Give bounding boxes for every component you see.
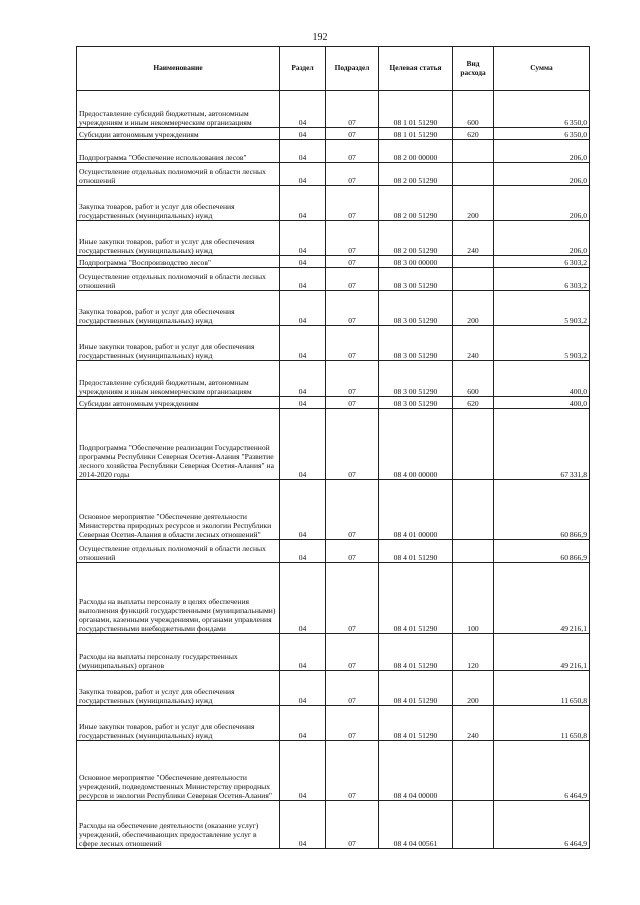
- row-name-cell: Расходы на выплаты персоналу в целях обеспечения выполнения функций государственными (муниципальными) органами, казенными учреждениями, органами управления государственными внебюджетными фондами: [77, 563, 280, 634]
- row-subsection-cell: 07: [326, 291, 379, 326]
- page-number: 192: [312, 32, 328, 43]
- row-expense-type-cell: 120: [453, 634, 494, 671]
- table-row: [77, 140, 590, 163]
- table-row: [77, 91, 590, 128]
- row-expense-type-cell: 240: [453, 221, 494, 256]
- budget-table: [76, 46, 590, 849]
- table-row: [77, 128, 590, 140]
- row-subsection-cell: 07: [326, 361, 379, 397]
- table-row: [77, 801, 590, 849]
- row-amount-cell: 60 866,9: [494, 540, 590, 563]
- row-expense-type-cell: 620: [453, 397, 494, 409]
- row-amount-cell: 67 331,8: [494, 409, 590, 480]
- row-target-cell: 08 3 00 51290: [379, 326, 453, 361]
- row-target-cell: 08 3 00 51290: [379, 291, 453, 326]
- row-expense-type-cell: [453, 409, 494, 480]
- row-subsection-cell: 07: [326, 268, 379, 291]
- row-amount-cell: 49 216,1: [494, 634, 590, 671]
- table-row: [77, 741, 590, 801]
- row-target-cell: 08 4 01 51290: [379, 540, 453, 563]
- row-subsection-cell: 07: [326, 221, 379, 256]
- row-expense-type-cell: 600: [453, 91, 494, 128]
- row-subsection-cell: 07: [326, 397, 379, 409]
- row-target-cell: 08 4 01 51290: [379, 563, 453, 634]
- row-target-cell: 08 2 00 51290: [379, 186, 453, 221]
- row-target-cell: 08 1 01 51290: [379, 91, 453, 128]
- row-name-cell: Основное мероприятие "Обеспечение деятельности Министерства природных ресурсов и экологии Республики Северная Осетия-Алания в области лесных отношений": [77, 480, 280, 540]
- row-amount-cell: 6 350,0: [494, 128, 590, 140]
- row-subsection-cell: 07: [326, 163, 379, 186]
- row-target-cell: 08 3 00 00000: [379, 256, 453, 268]
- row-section-cell: 04: [280, 128, 326, 140]
- row-section-cell: 04: [280, 326, 326, 361]
- row-subsection-cell: 07: [326, 741, 379, 801]
- row-section-cell: 04: [280, 221, 326, 256]
- row-amount-cell: 5 903,2: [494, 291, 590, 326]
- header-expense-type: Вид расхода: [453, 47, 494, 91]
- table-row: [77, 361, 590, 397]
- row-amount-cell: 206,0: [494, 140, 590, 163]
- row-amount-cell: 60 866,9: [494, 480, 590, 540]
- row-name-cell: Расходы на обеспечение деятельности (оказание услуг) учреждений, обеспечивающих предоставление услуг в сфере лесных отношений: [77, 801, 280, 849]
- table-header-row: [77, 47, 590, 91]
- row-name-cell: Иные закупки товаров, работ и услуг для обеспечения государственных (муниципальных) нужд: [77, 706, 280, 741]
- row-target-cell: 08 4 04 00000: [379, 741, 453, 801]
- row-name-cell: Предоставление субсидий бюджетным, автономным учреждениям и иным некоммерческим организациям: [77, 91, 280, 128]
- row-name-cell: Иные закупки товаров, работ и услуг для обеспечения государственных (муниципальных) нужд: [77, 326, 280, 361]
- table-row: [77, 540, 590, 563]
- row-subsection-cell: 07: [326, 801, 379, 849]
- row-target-cell: 08 3 00 51290: [379, 397, 453, 409]
- row-name-cell: Субсидии автономным учреждениям: [77, 128, 280, 140]
- row-target-cell: 08 4 00 00000: [379, 409, 453, 480]
- row-expense-type-cell: 240: [453, 326, 494, 361]
- row-expense-type-cell: 620: [453, 128, 494, 140]
- row-target-cell: 08 3 00 51290: [379, 361, 453, 397]
- row-expense-type-cell: [453, 140, 494, 163]
- row-amount-cell: 6 303,2: [494, 268, 590, 291]
- row-section-cell: 04: [280, 671, 326, 706]
- row-amount-cell: 6 303,2: [494, 256, 590, 268]
- row-name-cell: Закупка товаров, работ и услуг для обеспечения государственных (муниципальных) нужд: [77, 291, 280, 326]
- row-subsection-cell: 07: [326, 256, 379, 268]
- row-subsection-cell: 07: [326, 480, 379, 540]
- row-amount-cell: 11 650,8: [494, 706, 590, 741]
- row-amount-cell: 6 464,9: [494, 801, 590, 849]
- table-row: [77, 291, 590, 326]
- row-target-cell: 08 4 04 00561: [379, 801, 453, 849]
- row-name-cell: Осуществление отдельных полномочий в области лесных отношений: [77, 540, 280, 563]
- row-target-cell: 08 4 01 00000: [379, 480, 453, 540]
- row-expense-type-cell: [453, 480, 494, 540]
- row-section-cell: 04: [280, 397, 326, 409]
- row-subsection-cell: 07: [326, 409, 379, 480]
- row-section-cell: 04: [280, 409, 326, 480]
- table-row: [77, 186, 590, 221]
- row-expense-type-cell: 100: [453, 563, 494, 634]
- row-subsection-cell: 07: [326, 634, 379, 671]
- header-amount: Сумма: [494, 47, 590, 91]
- row-subsection-cell: 07: [326, 671, 379, 706]
- row-section-cell: 04: [280, 256, 326, 268]
- row-expense-type-cell: [453, 801, 494, 849]
- row-expense-type-cell: [453, 163, 494, 186]
- row-target-cell: 08 4 01 51290: [379, 634, 453, 671]
- header-subsection: Подраздел: [326, 47, 379, 91]
- row-section-cell: 04: [280, 480, 326, 540]
- row-section-cell: 04: [280, 268, 326, 291]
- table-row: [77, 563, 590, 634]
- row-target-cell: 08 4 01 51290: [379, 706, 453, 741]
- row-subsection-cell: 07: [326, 540, 379, 563]
- row-subsection-cell: 07: [326, 563, 379, 634]
- table-row: [77, 671, 590, 706]
- row-expense-type-cell: 200: [453, 291, 494, 326]
- row-amount-cell: 400,0: [494, 361, 590, 397]
- header-target: Целевая статья: [379, 47, 453, 91]
- table-row: [77, 268, 590, 291]
- table-row: [77, 634, 590, 671]
- table-row: [77, 256, 590, 268]
- row-amount-cell: 11 650,8: [494, 671, 590, 706]
- row-name-cell: Субсидии автономным учреждениям: [77, 397, 280, 409]
- row-name-cell: Подпрограмма "Обеспечение реализации Государственной программы Республики Северная Осетия-Алания "Развитие лесного хозяйства Республики Северная Осетия-Алания" на 2014-2020 годы: [77, 409, 280, 480]
- table-row: [77, 480, 590, 540]
- row-section-cell: 04: [280, 186, 326, 221]
- row-target-cell: 08 2 00 00000: [379, 140, 453, 163]
- row-name-cell: Иные закупки товаров, работ и услуг для обеспечения государственных (муниципальных) нужд: [77, 221, 280, 256]
- row-expense-type-cell: [453, 741, 494, 801]
- table-row: [77, 409, 590, 480]
- row-name-cell: Осуществление отдельных полномочий в области лесных отношений: [77, 268, 280, 291]
- row-section-cell: 04: [280, 291, 326, 326]
- row-name-cell: Предоставление субсидий бюджетным, автономным учреждениям и иным некоммерческим организациям: [77, 361, 280, 397]
- header-name: Наименование: [77, 47, 280, 91]
- table-row: [77, 397, 590, 409]
- row-section-cell: 04: [280, 361, 326, 397]
- row-subsection-cell: 07: [326, 128, 379, 140]
- row-expense-type-cell: 200: [453, 186, 494, 221]
- row-expense-type-cell: [453, 540, 494, 563]
- row-section-cell: 04: [280, 91, 326, 128]
- row-expense-type-cell: 240: [453, 706, 494, 741]
- row-section-cell: 04: [280, 706, 326, 741]
- row-subsection-cell: 07: [326, 706, 379, 741]
- row-amount-cell: 6 464,9: [494, 741, 590, 801]
- row-section-cell: 04: [280, 540, 326, 563]
- row-expense-type-cell: [453, 268, 494, 291]
- row-target-cell: 08 2 00 51290: [379, 163, 453, 186]
- table-row: [77, 163, 590, 186]
- row-amount-cell: 206,0: [494, 221, 590, 256]
- header-section: Раздел: [280, 47, 326, 91]
- row-amount-cell: 206,0: [494, 163, 590, 186]
- row-section-cell: 04: [280, 741, 326, 801]
- row-expense-type-cell: [453, 256, 494, 268]
- row-target-cell: 08 3 00 51290: [379, 268, 453, 291]
- row-name-cell: Закупка товаров, работ и услуг для обеспечения государственных (муниципальных) нужд: [77, 186, 280, 221]
- row-amount-cell: 5 903,2: [494, 326, 590, 361]
- row-name-cell: Расходы на выплаты персоналу государственных (муниципальных) органов: [77, 634, 280, 671]
- row-target-cell: 08 1 01 51290: [379, 128, 453, 140]
- row-section-cell: 04: [280, 563, 326, 634]
- row-section-cell: 04: [280, 634, 326, 671]
- row-subsection-cell: 07: [326, 140, 379, 163]
- row-target-cell: 08 2 00 51290: [379, 221, 453, 256]
- row-section-cell: 04: [280, 140, 326, 163]
- row-subsection-cell: 07: [326, 186, 379, 221]
- table-row: [77, 221, 590, 256]
- table-row: [77, 706, 590, 741]
- row-name-cell: Основное мероприятие "Обеспечение деятельности учреждений, подведомственных Министерству природных ресурсов и экологии Республики Северная Осетия-Алания": [77, 741, 280, 801]
- row-name-cell: Осуществление отдельных полномочий в области лесных отношений: [77, 163, 280, 186]
- row-expense-type-cell: 600: [453, 361, 494, 397]
- row-section-cell: 04: [280, 163, 326, 186]
- row-name-cell: Закупка товаров, работ и услуг для обеспечения государственных (муниципальных) нужд: [77, 671, 280, 706]
- row-amount-cell: 6 350,0: [494, 91, 590, 128]
- row-expense-type-cell: 200: [453, 671, 494, 706]
- row-subsection-cell: 07: [326, 326, 379, 361]
- row-amount-cell: 206,0: [494, 186, 590, 221]
- table-row: [77, 326, 590, 361]
- row-name-cell: Подпрограмма "Обеспечение использования лесов": [77, 140, 280, 163]
- row-amount-cell: 49 216,1: [494, 563, 590, 634]
- row-amount-cell: 400,0: [494, 397, 590, 409]
- row-section-cell: 04: [280, 801, 326, 849]
- row-target-cell: 08 4 01 51290: [379, 671, 453, 706]
- row-subsection-cell: 07: [326, 91, 379, 128]
- row-name-cell: Подпрограмма "Воспроизводство лесов": [77, 256, 280, 268]
